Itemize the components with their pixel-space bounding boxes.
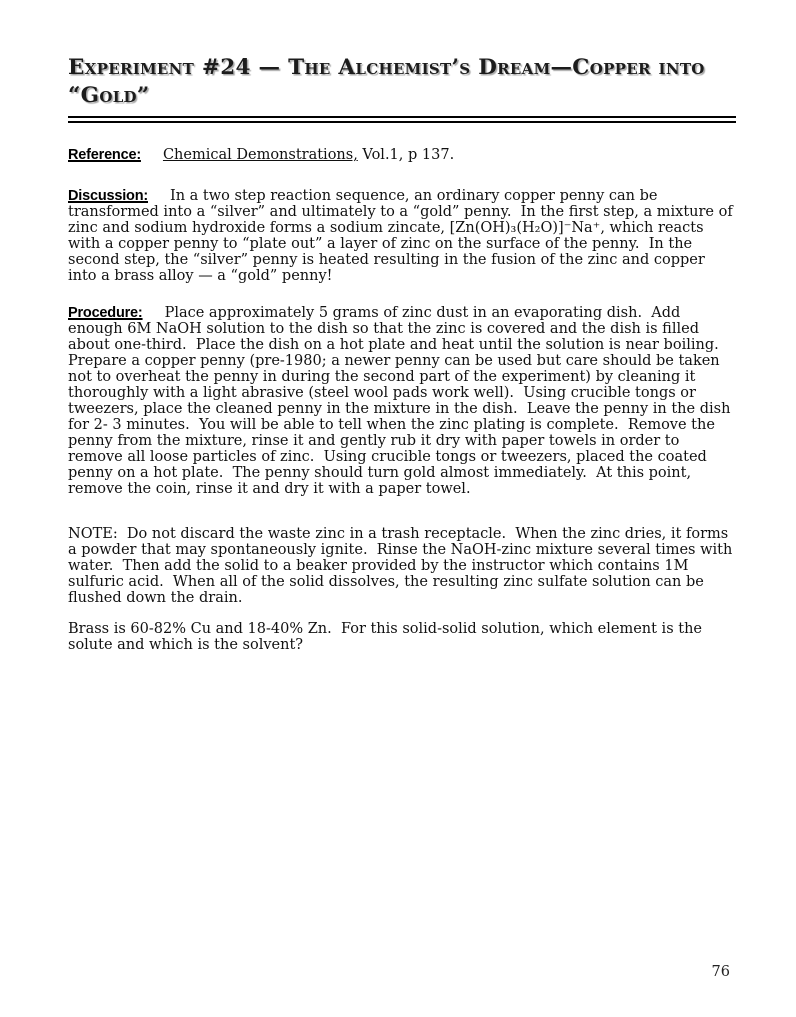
reference-line [68, 147, 736, 163]
question-paragraph [68, 621, 736, 653]
page-title [68, 54, 738, 110]
question-text: Brass is 60-82% Cu and 18-40% Zn. For this solid-solid solution, which element is the solute and which is the solvent? [68, 621, 707, 653]
title-line-2: “Gold” [68, 83, 150, 108]
reference-label: Reference: [68, 147, 141, 163]
reference-work-title: Chemical Demonstrations, [162, 147, 358, 163]
page-number: 76 [711, 964, 730, 980]
discussion-text: In a two step reaction sequence, an ordinary copper penny can be transformed into a “silver” and ultimately to a “gold” penny. In the first step, a mixture of zinc and sodium hydroxide forms a sodium zincate, [Zn(OH)₃(H₂O)]⁻Na⁺, which reacts with a copper penny to “plate out” a layer of zinc on the surface of the penny. In the second step, the “silver” penny is heated resulting in the fusion of the zinc and copper into a brass alloy — a “gold” penny! [68, 188, 738, 284]
note-paragraph [68, 526, 736, 606]
discussion-label: Discussion: [68, 188, 148, 204]
note-text: NOTE: Do not discard the waste zinc in a trash receptacle. When the zinc dries, it forms a powder that may spontaneously ignite. Rinse the NaOH-zinc mixture several times with water. Then add the solid to a beaker provided by the instructor which contains 1M sulfuric acid. When all of the solid dissolves, the resulting zinc sulfate solution can be flushed down the drain. [68, 526, 737, 606]
discussion-paragraph [68, 188, 736, 284]
procedure-text: Place approximately 5 grams of zinc dust in an evaporating dish. Add enough 6M NaOH solution to the dish so that the zinc is covered and the dish is filled about one-third. Place the dish on a hot plate and heat until the solution is near boiling. Prepare a copper penny (pre-1980; a newer penny can be used but care should be taken not to overheat the penny in during the second part of the experiment) by cleaning it thoroughly with a light abrasive (steel wool pads work well). Using crucible tongs or tweezers, place the cleaned penny in the mixture in the dish. Leave the penny in the dish for 2- 3 minutes. You will be able to tell when the zinc plating is complete. Remove the penny from the mixture, rinse it and gently rub it dry with paper towels in order to remove all loose particles of zinc. Using crucible tongs or tweezers, placed the coated penny on a hot plate. The penny should turn gold almost immediately. At this point, remove the coin, rinse it and dry it with a paper towel. [68, 305, 736, 497]
reference-detail: Vol.1, p 137. [357, 147, 455, 163]
procedure-label: Procedure: [68, 305, 143, 321]
title-rule [68, 116, 736, 123]
procedure-paragraph [68, 305, 736, 497]
title-line-1: Experiment #24 — The Alchemist’s Dream—Copper into [68, 55, 705, 80]
